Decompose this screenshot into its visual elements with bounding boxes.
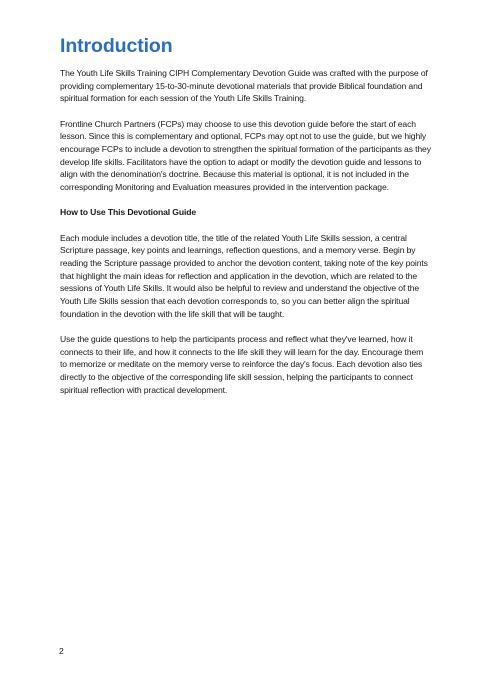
- fcp-paragraph: Frontline Church Partners (FCPs) may choose to use this devotion guide before the start of each lesson. Since this is complementary and optional, FCPs may opt not to use the guide, but we highly encourage FCPs to include a devotion to strengthen the spiritual formation of the participants as they develop life skills. Facilitators have the option to adapt or modify the devotion guide and lessons to align with the denomination's doctrine. Because this material is optional, it is not included in the corresponding Monitoring and Evaluation measures provided in the intervention package.: [60, 118, 431, 193]
- guide-questions-paragraph: Use the guide questions to help the participants process and reflect what they've learned, how it connects to their life, and how it connects to the life skill they will learn for the day. Encourage them to memorize or meditate on the memory verse to reinforce the day's focus. Each devotion also ties directly to the objective of the corresponding life skill session, helping the participants to connect spiritual reflection with practical development.: [60, 333, 424, 395]
- section-subheading: How to Use This Devotional Guide: [60, 207, 197, 218]
- module-paragraph: Each module includes a devotion title, the title of the related Youth Life Skills session, a central Scripture passage, key points and learnings, reflection questions, and a memory verse. Begin by reading the Scripture passage provided to anchor the devotion content, taking note of the key points that highlight the main ideas for reflection and application in the devotion, which are related to the sessions of Youth Life Skills. It would also be helpful to review and understand the objective of the Youth Life Skills session that each devotion corresponds to, so you can better align the spiritual foundation in the devotion with the life skill that will be taught.: [60, 232, 428, 319]
- page-content: [60, 34, 432, 409]
- intro-paragraph: The Youth Life Skills Training CIPH Complementary Devotion Guide was crafted with the purpose of providing complementary 15-to-30-minute devotional materials that provide Biblical foundation and spiritual formation for each session of the Youth Life Skills Training.: [60, 68, 428, 104]
- page-title: Introduction: [60, 35, 173, 57]
- page-number: 2: [59, 646, 64, 656]
